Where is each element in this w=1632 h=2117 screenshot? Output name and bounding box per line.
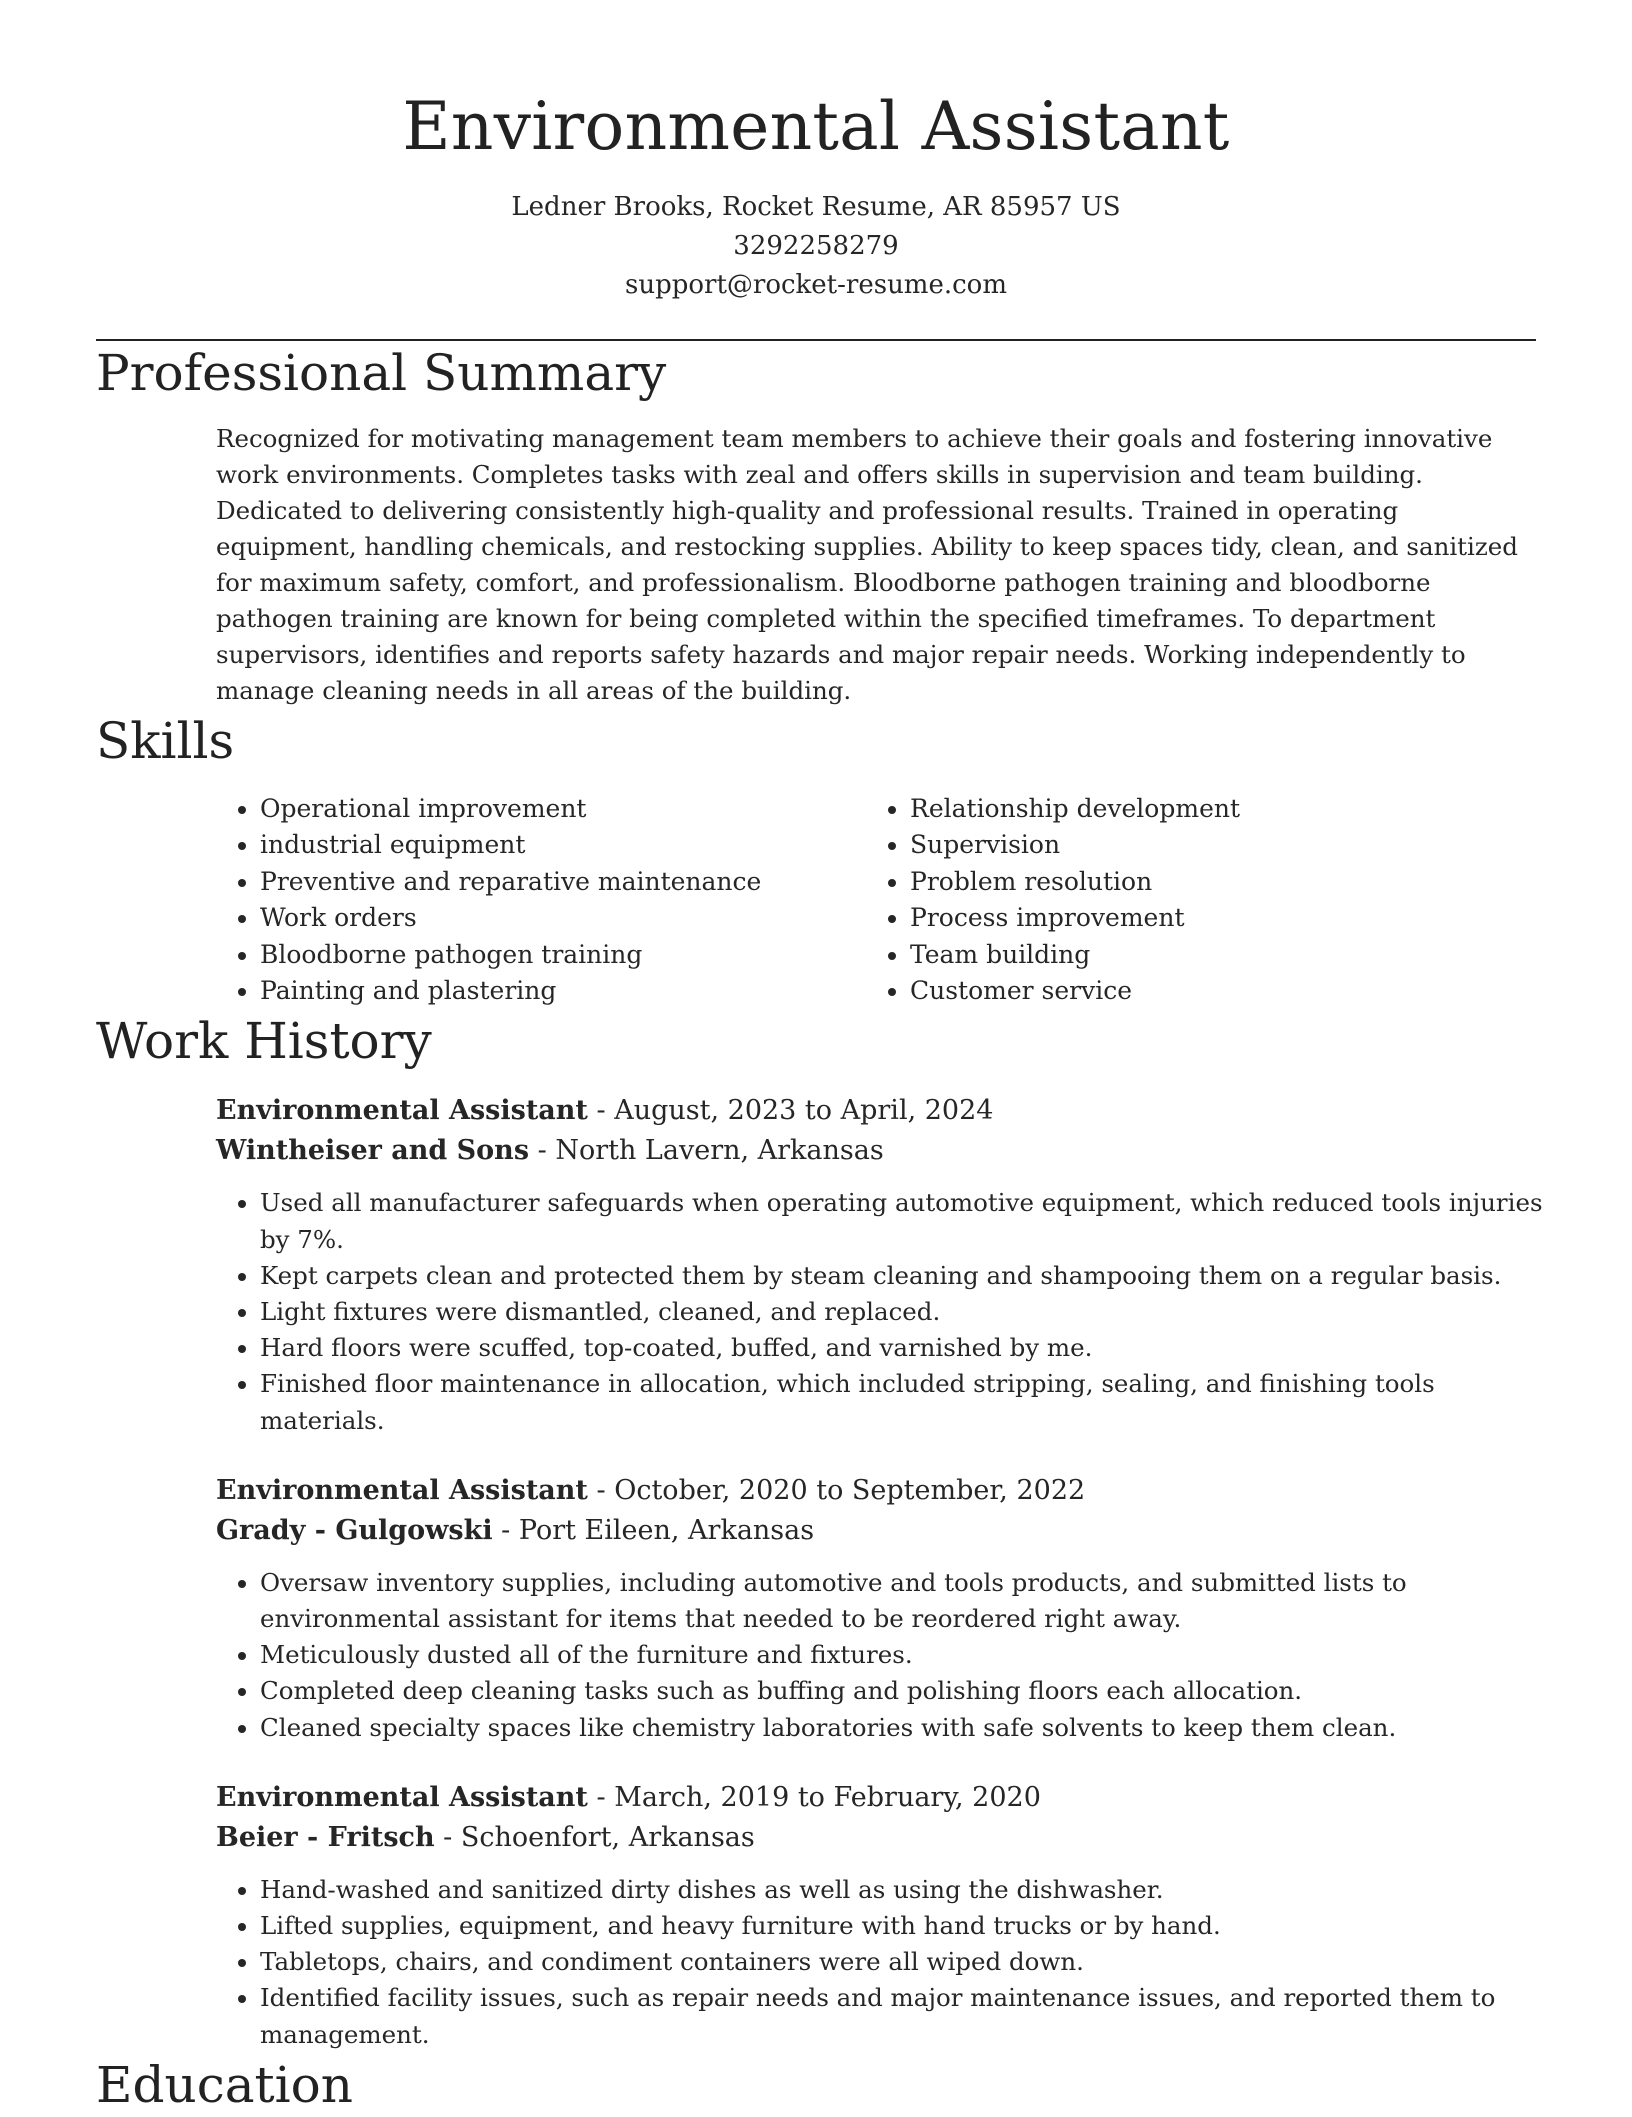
job-duty: • Light fixtures were dismantled, cleaned, and replaced. [260,1294,1550,1330]
resume-page [96,0,1543,2117]
job-company-line: Beier - Fritsch - Schoenfort, Arkansas [216,1821,755,1853]
summary-text: Recognized for motivating management team members to achieve their goals and fostering innovative work environments. Completes tasks with zeal and offers skills in supervision and team building. Dedicated to delivering consistently high-quality and professional results. Trained in operating equipment, handling chemicals, and restocking supplies. Ability to keep spaces tidy, clean, and sanitized for maximum safety, comfort, and professionalism. Bloodborne pathogen training and bloodborne pathogen training are known for being completed within the specified timeframes. To department supervisors, identifies and reports safety hazards and major repair needs. Working independently to manage cleaning needs in all areas of the building. [216,424,1518,705]
job-location: North Lavern, Arkansas [555,1135,884,1167]
job-duty: • Tabletops, chairs, and condiment containers were all wiped down. [260,1944,1550,1980]
skill-item: • Process improvement [910,900,1240,936]
job-duty: • Meticulously dusted all of the furniture and fixtures. [260,1637,1550,1673]
skill-item: • Bloodborne pathogen training [260,937,1536,973]
job-duties [216,1185,1550,1438]
job-title-line: Environmental Assistant - March, 2019 to February, 2020 [216,1781,1041,1813]
job-duty: • Oversaw inventory supplies, including automotive and tools products, and submitted lists to environmental assistant for items that needed to be reordered right away. [260,1565,1550,1637]
resume-header [96,0,1536,305]
skill-item: • Operational improvement [260,791,1536,827]
job-company-line: Grady - Gulgowski - Port Eileen, Arkansas [216,1514,815,1546]
job-duty: • Hand-washed and sanitized dirty dishes as well as using the dishwasher. [260,1872,1550,1908]
skill-item: • Work orders [260,900,1536,936]
job-entry [216,1091,1543,1438]
skill-item: • Relationship development [910,791,1240,827]
page-title: Environmental Assistant [402,88,1230,165]
skill-item: • Preventive and reparative maintenance [260,864,1536,900]
skills-column-1 [96,791,1536,1009]
job-duty: • Lifted supplies, equipment, and heavy furniture with hand trucks or by hand. [260,1908,1550,1944]
job-entry [216,1471,1536,1746]
job-role: Environmental Assistant [216,1781,588,1813]
skill-item: • industrial equipment [260,827,1536,863]
phone-number: 3292258279 [733,231,899,261]
job-company: Wintheiser and Sons [216,1135,530,1167]
skill-item: • Painting and plastering [260,973,1536,1009]
skills-column-2 [910,791,1240,1009]
job-dates: March, 2019 to February, 2020 [614,1781,1041,1813]
job-duty: • Cleaned specialty spaces like chemistry laboratories with safe solvents to keep them clean. [260,1710,1550,1746]
job-duty: • Finished floor maintenance in allocation, which included stripping, sealing, and finishing tools materials. [260,1366,1550,1438]
address: Ledner Brooks, Rocket Resume, AR 85957 US [511,192,1121,222]
job-title-line: Environmental Assistant - October, 2020 to September, 2022 [216,1474,1086,1506]
job-role: Environmental Assistant [216,1095,588,1127]
skills-heading: Skills [96,712,235,770]
skill-item: • Problem resolution [910,864,1240,900]
job-company-line: Wintheiser and Sons - North Lavern, Arkansas [216,1135,884,1167]
education-heading: Education [96,2055,353,2114]
skill-item: • Supervision [910,827,1240,863]
job-duties [216,1565,1550,1746]
job-duty: • Kept carpets clean and protected them by steam cleaning and shampooing them on a regular basis. [260,1258,1550,1294]
job-entry [216,1778,1536,2053]
job-company: Beier - Fritsch [216,1821,435,1853]
job-duty: • Hard floors were scuffed, top-coated, buffed, and varnished by me. [260,1330,1550,1366]
job-dates: October, 2020 to September, 2022 [614,1474,1086,1506]
job-duties [216,1872,1550,2053]
skill-item: • Customer service [910,973,1240,1009]
job-location: Schoenfort, Arkansas [460,1821,755,1853]
skills-list [96,791,1536,1009]
contact-info [96,188,1536,305]
work-history-heading: Work History [96,1012,432,1071]
job-role: Environmental Assistant [216,1474,588,1506]
job-duty: • Completed deep cleaning tasks such as buffing and polishing floors each allocation. [260,1673,1550,1709]
job-title-line: Environmental Assistant - August, 2023 to April, 2024 [216,1095,994,1127]
email-address: support@rocket-resume.com [624,270,1007,300]
job-duty: • Used all manufacturer safeguards when operating automotive equipment, which reduced tools injuries by 7%. [260,1185,1550,1257]
job-dates: August, 2023 to April, 2024 [614,1095,994,1127]
job-company: Grady - Gulgowski [216,1514,493,1546]
skill-item: • Team building [910,937,1240,973]
job-location: Port Eileen, Arkansas [518,1514,815,1546]
summary-heading: Professional Summary [96,344,667,402]
job-duty: • Identified facility issues, such as repair needs and major maintenance issues, and reported them to management. [260,1980,1550,2052]
